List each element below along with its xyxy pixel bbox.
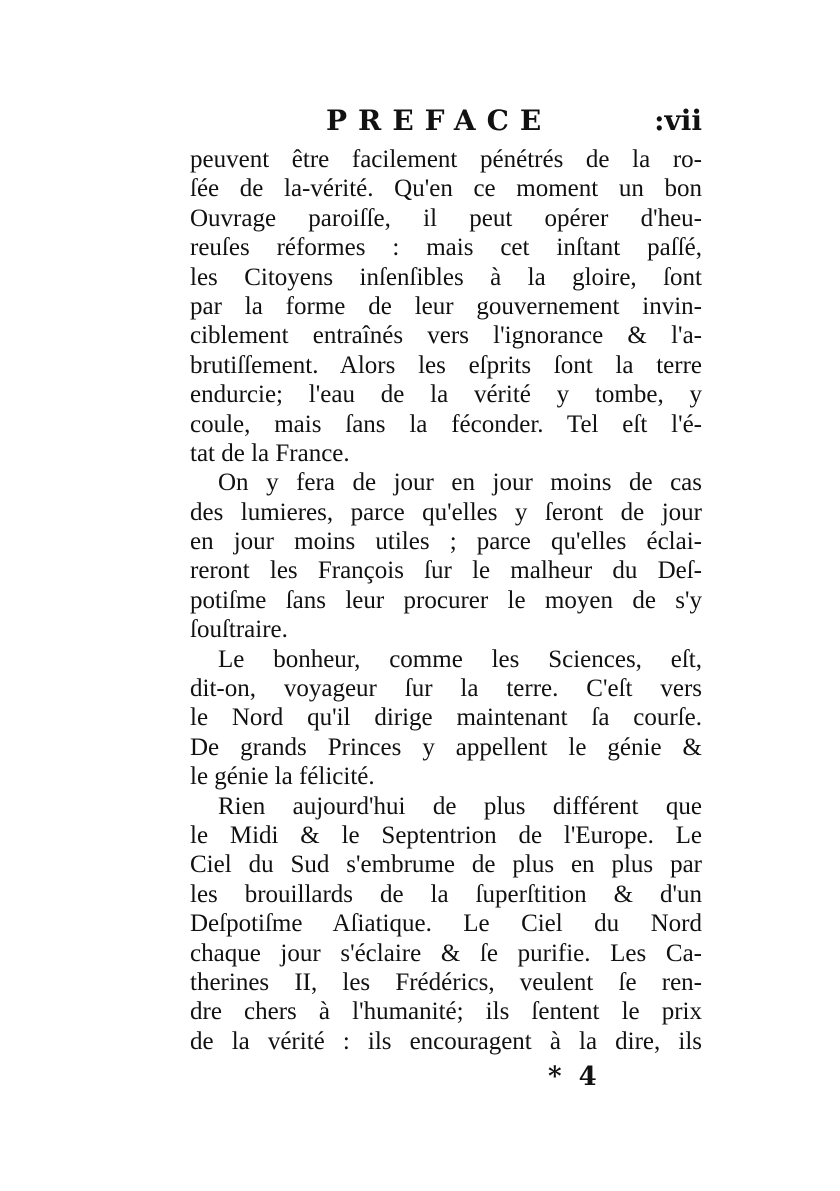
text-line: les Citoyens inſenſibles à la gloire, ſont bbox=[190, 263, 702, 291]
text-line: de la vérité : ils encouragent à la dire, ils bbox=[190, 1027, 702, 1055]
text-line: brutiſſement. Alors les eſprits ſont la terre bbox=[190, 351, 702, 379]
paragraph-end-line: ſouſtraire. bbox=[190, 616, 288, 644]
text-line: chaque jour s'éclaire & ſe purifie. Les Ca- bbox=[190, 939, 702, 967]
text-line: le Nord qu'il dirige maintenant ſa courſe. bbox=[190, 704, 702, 732]
text-line: Ouvrage paroiſſe, il peut opérer d'heu- bbox=[190, 204, 702, 232]
text-line: therines II, les Frédérics, veulent ſe ren- bbox=[190, 968, 702, 996]
text-line: les brouillards de la ſuperſtition & d'un bbox=[190, 880, 702, 908]
signature-mark: * 4 bbox=[548, 1062, 601, 1092]
paragraph-start-line: On y fera de jour en jour moins de cas bbox=[218, 469, 702, 497]
text-line: en jour moins utiles ; parce qu'elles éclai- bbox=[190, 528, 702, 556]
text-line: potiſme ſans leur procurer le moyen de s'y bbox=[190, 586, 702, 614]
text-line: des lumieres, parce qu'elles y ſeront de jour bbox=[190, 498, 702, 526]
text-line: reuſes réformes : mais cet inſtant paſſé, bbox=[190, 234, 702, 262]
paragraph-end-line: tat de la France. bbox=[190, 439, 350, 467]
body-text bbox=[190, 145, 702, 1056]
running-header bbox=[190, 100, 710, 142]
text-line: Deſpotiſme Aſiatique. Le Ciel du Nord bbox=[190, 910, 702, 938]
page-number: :vii bbox=[654, 104, 702, 137]
running-title: PREFACE bbox=[326, 104, 553, 137]
text-line: dit-on, voyageur ſur la terre. C'eſt vers bbox=[190, 675, 702, 703]
text-line: coule, mais ſans la féconder. Tel eſt l'é- bbox=[190, 410, 702, 438]
text-line: dre chers à l'humanité; ils ſentent le prix bbox=[190, 998, 702, 1026]
text-line: endurcie; l'eau de la vérité y tombe, y bbox=[190, 381, 702, 409]
text-line: Ciel du Sud s'embrume de plus en plus par bbox=[190, 851, 702, 879]
text-line: ſée de la-vérité. Qu'en ce moment un bon bbox=[190, 175, 702, 203]
text-line: ciblement entraînés vers l'ignorance & l'a- bbox=[190, 322, 702, 350]
paragraph-start-line: Le bonheur, comme les Sciences, eſt, bbox=[218, 645, 702, 673]
text-line: De grands Princes y appellent le génie & bbox=[190, 733, 702, 761]
text-line: le Midi & le Septentrion de l'Europe. Le bbox=[190, 821, 702, 849]
text-line: reront les François ſur le malheur du Deſ- bbox=[190, 557, 702, 585]
paragraph-end-line: le génie la félicité. bbox=[190, 763, 375, 791]
text-line: peuvent être facilement pénétrés de la ro- bbox=[190, 146, 702, 173]
text-line: par la forme de leur gouvernement invin- bbox=[190, 292, 702, 320]
paragraph-start-line: Rien aujourd'hui de plus différent que bbox=[218, 792, 702, 820]
